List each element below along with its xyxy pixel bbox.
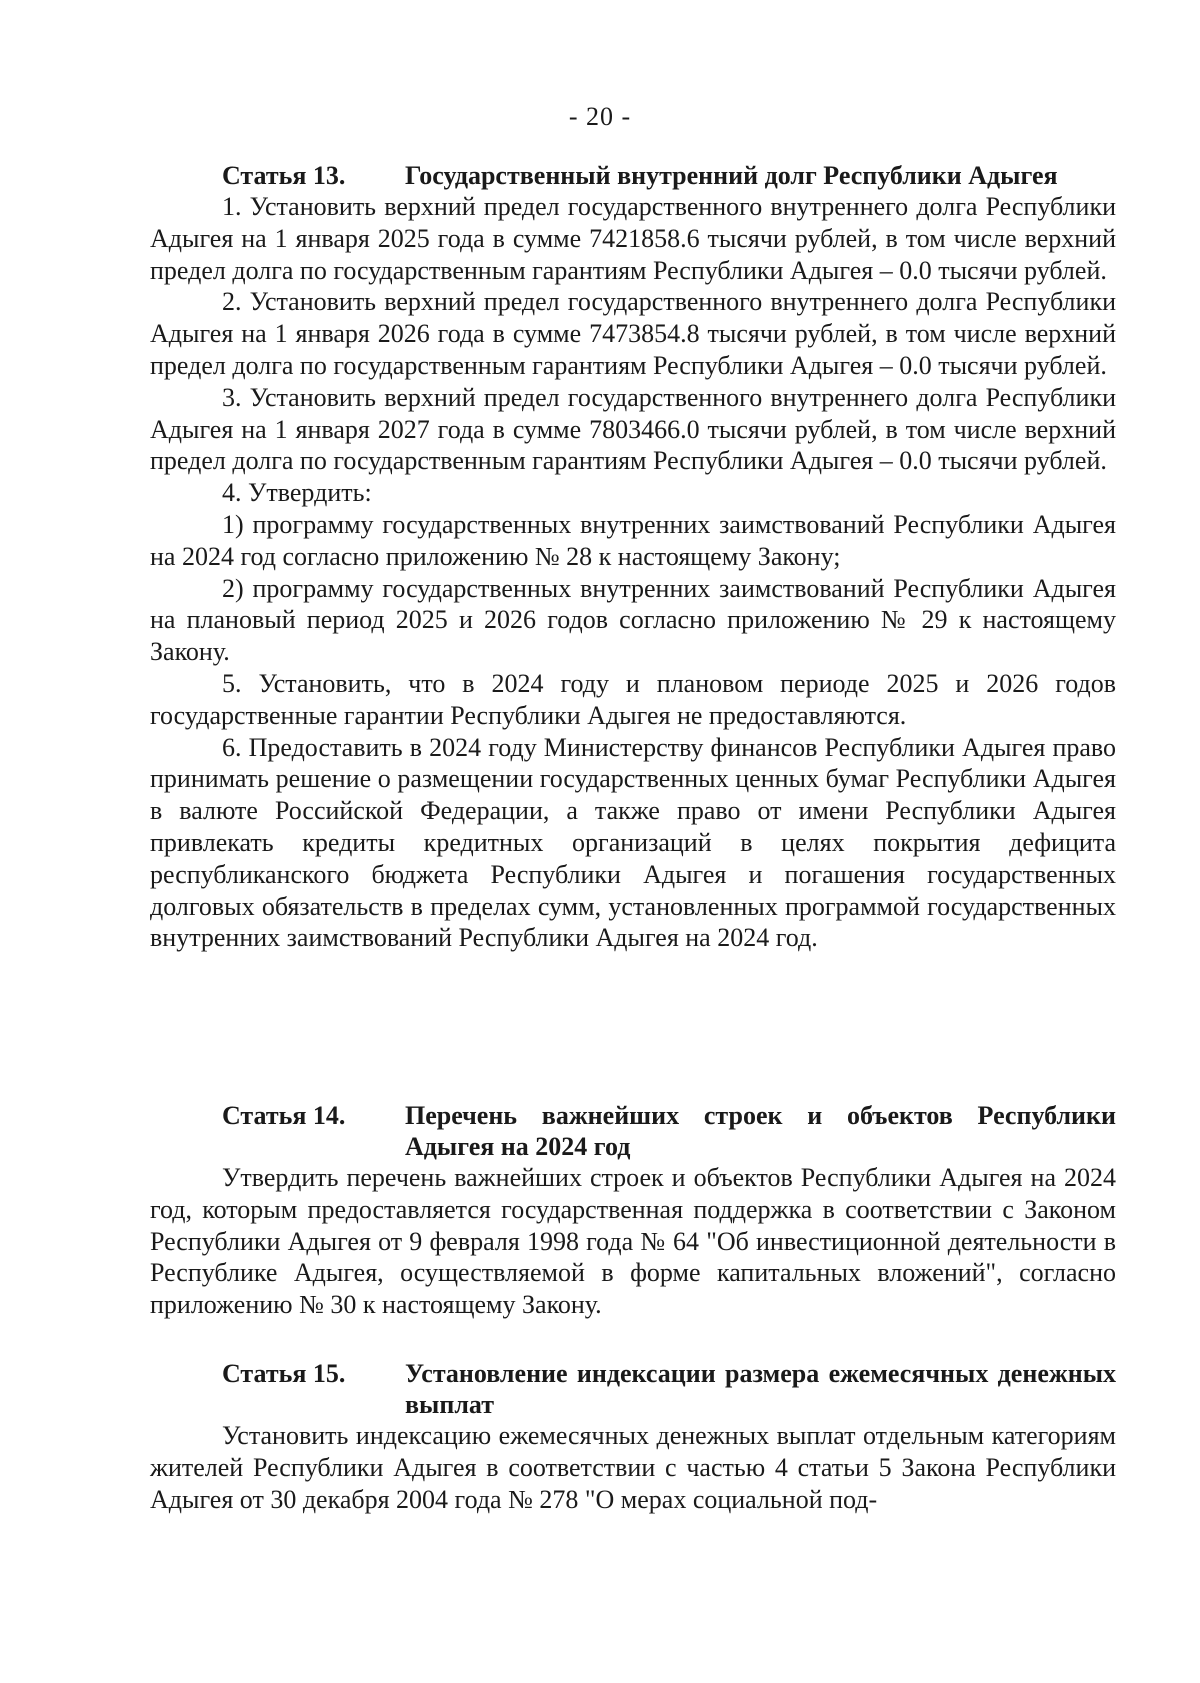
paragraph: 4. Утвердить: (222, 478, 372, 508)
article-number: Статья 15. (222, 1359, 346, 1388)
paragraph: 1. Установить верхний предел государственного внутреннего долга Республики Адыгея на 1 января 2025 года в сумме 7421858.6 тысячи рублей, в том числе верхний предел долга по государственным гарантиям Республики Адыгея – 0.0 тысячи рублей. (150, 192, 1116, 285)
article-number: Статья 14. (222, 1101, 346, 1130)
paragraph: 6. Предоставить в 2024 году Министерству финансов Республики Адыгея право принимать решение о размещении государственных ценных бумаг Республики Адыгея в валюте Российской Федерации, а также право от имени Республики Адыгея привлекать кредиты кредитных организаций в целях покрытия дефицита республиканского бюджета Республики Адыгея и погашения государственных долговых обязательств в пределах сумм, установленных программой государственных внутренних заимствований Республики Адыгея на 2024 год. (150, 732, 1116, 953)
paragraph: 3. Установить верхний предел государственного внутреннего долга Республики Адыгея на 1 января 2027 года в сумме 7803466.0 тысячи рублей, в том числе верхний предел долга по государственным гарантиям Республики Адыгея – 0.0 тысячи рублей. (150, 382, 1116, 476)
article-heading (150, 1358, 1116, 1420)
page-number: - 20 - (568, 102, 632, 131)
paragraph: 2. Установить верхний предел государственного внутреннего долга Республики Адыгея на 1 января 2026 года в сумме 7473854.8 тысячи рублей, в том числе верхний предел долга по государственным гарантиям Республики Адыгея – 0.0 тысячи рублей. (150, 287, 1116, 380)
paragraph: Установить индексацию ежемесячных денежных выплат отдельным категориям жителей Республики Адыгея в соответствии с частью 4 статьи 5 Закона Республики Адыгея от 30 декабря 2004 года № 278 "О мерах социальной под- (150, 1421, 1116, 1514)
article-15 (150, 1358, 1116, 1515)
article-14 (150, 1100, 1116, 1321)
article-title: Установление индексации размера ежемесячных денежных выплат (405, 1359, 1116, 1419)
paragraph: 1) программу государственных внутренних заимствований Республики Адыгея на 2024 год согласно приложению № 28 к настоящему Закону; (150, 509, 1116, 571)
article-title: Государственный внутренний долг Республики Адыгея (405, 161, 1058, 190)
article-title: Перечень важнейших строек и объектов Республики Адыгея на 2024 год (405, 1101, 1116, 1161)
article-heading (150, 160, 1116, 191)
paragraph: 5. Установить, что в 2024 году и плановом периоде 2025 и 2026 годов государственные гарантии Республики Адыгея не предоставляются. (150, 668, 1116, 730)
article-heading (150, 1100, 1116, 1162)
article-number: Статья 13. (222, 161, 346, 190)
article-13 (150, 160, 1116, 954)
paragraph: 2) программу государственных внутренних заимствований Республики Адыгея на плановый период 2025 и 2026 годов согласно приложению № 29 к настоящему Закону. (150, 573, 1116, 667)
paragraph: Утвердить перечень важнейших строек и объектов Республики Адыгея на 2024 год, которым предоставляется государственная поддержка в соответствии с Законом Республики Адыгея от 9 февраля 1998 года № 64 "Об инвестиционной деятельности в Республике Адыгея, осуществляемой в форме капитальных вложений", согласно приложению № 30 к настоящему Закону. (150, 1163, 1116, 1320)
